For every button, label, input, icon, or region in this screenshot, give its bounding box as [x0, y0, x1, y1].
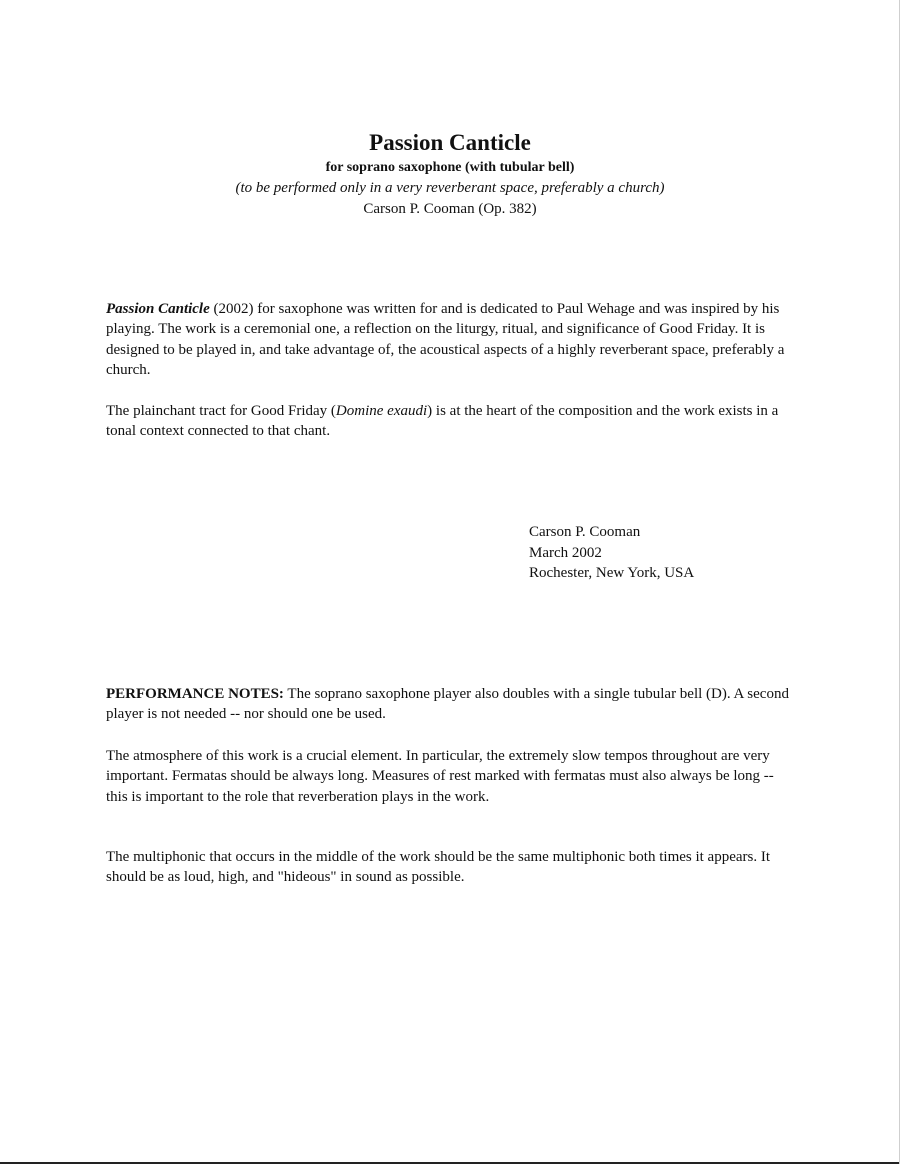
- work-title-inline: Passion Canticle: [106, 301, 210, 317]
- performance-notes-paragraph-2: [106, 746, 796, 807]
- signature-block: [529, 522, 694, 584]
- intro-paragraph-1-text: [106, 299, 796, 380]
- intro-paragraph-2-after: ) is at the heart of the composition and the work exists in a tonal context connected to that chant.: [106, 403, 779, 440]
- signature-place: Rochester, New York, USA: [529, 565, 695, 581]
- chant-title-inline: Domine exaudi: [335, 403, 428, 419]
- intro-paragraph-1: [106, 299, 796, 380]
- signature-name: Carson P. Cooman: [529, 524, 641, 540]
- performance-notes-paragraph-1-body: The soprano saxophone player also doubles with a single tubular bell (D). A second player is not needed -- nor should one be used.: [106, 686, 789, 723]
- intro-paragraph-2: [106, 401, 796, 442]
- performance-space-instruction: (to be performed only in a very reverberant space, preferably a church): [235, 180, 665, 196]
- title-block: [0, 128, 900, 220]
- performance-notes-paragraph-1-text: [106, 684, 796, 725]
- page-title: Passion Canticle: [369, 130, 531, 155]
- performance-notes-paragraph-2-text: The atmosphere of this work is a crucial element. In particular, the extremely slow tempos throughout are very important. Fermatas should be always long. Measures of rest marked with fermatas must also always be long -- this is important to the role that reverberation plays in the work.: [106, 748, 774, 805]
- performance-notes-heading: PERFORMANCE NOTES:: [106, 686, 284, 702]
- performance-notes-paragraph-1: [106, 684, 796, 725]
- signature-date: March 2002: [529, 544, 602, 561]
- performance-notes-paragraph-3-text: The multiphonic that occurs in the middle of the work should be the same multiphonic both times it appears. It should be as loud, high, and "hideous" in sound as possible.: [106, 849, 771, 886]
- intro-paragraph-2-before: The plainchant tract for Good Friday (: [106, 403, 336, 419]
- intro-paragraph-1-body: (2002) for saxophone was written for and is dedicated to Paul Wehage and was inspired by his playing. The work is a ceremonial one, a reflection on the liturgy, ritual, and significance of Good Friday. It is designed to be played in, and take advantage of, the acoustical aspects of a highly reverberant space, preferably a church.: [106, 301, 785, 378]
- instrumentation-subtitle: for soprano saxophone (with tubular bell): [325, 160, 575, 175]
- composer-opus-line: Carson P. Cooman (Op. 382): [363, 201, 537, 217]
- intro-paragraph-2-text: [106, 401, 796, 442]
- performance-notes-paragraph-3: [106, 847, 796, 888]
